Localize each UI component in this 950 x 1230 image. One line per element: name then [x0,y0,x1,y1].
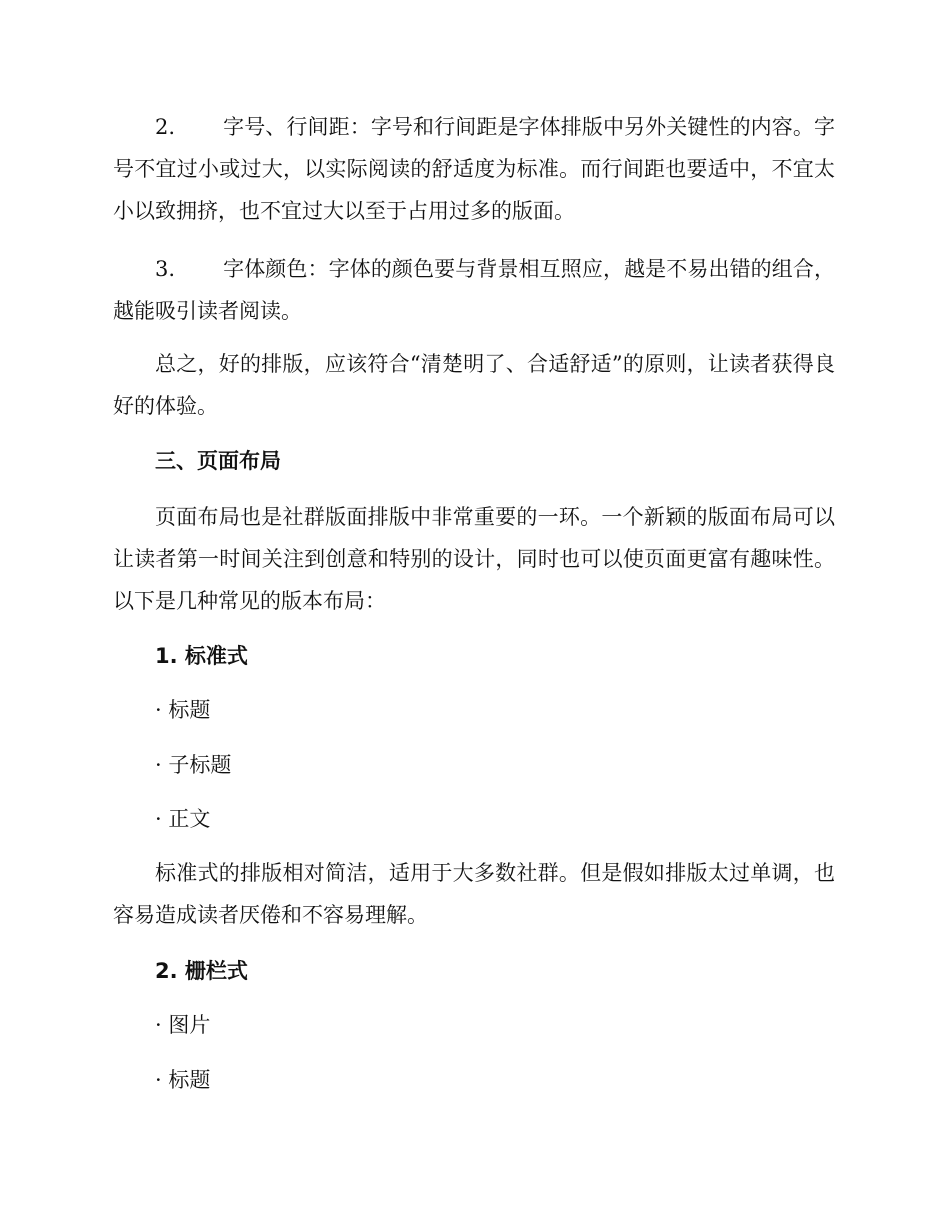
summary-paragraph: 总之，好的排版，应该符合“清楚明了、合适舒适”的原则，让读者获得良好的体验。 [113,352,835,418]
item-text: 字号、行间距：字号和行间距是字体排版中另外关键性的内容。字号不宜过小或过大，以实际阅读的舒适度为标准。而行间距也要适中，不宜太小以致拥挤，也不宜过大以至于占用过多的版面。 [113,115,835,223]
bullet-item: · 子标题 [155,753,232,777]
layout-heading-grid: 2. 栅栏式 [155,959,248,983]
bullet-item: · 图片 [155,1013,211,1037]
numbered-item-2 [113,106,835,232]
numbered-item-3 [113,248,835,332]
standard-description-paragraph: 标准式的排版相对简洁，适用于大多数社群。但是假如排版太过单调，也容易造成读者厌倦和不容易理解。 [113,861,835,927]
bullet-item: · 标题 [155,698,211,722]
item-number: 3. [155,257,176,281]
section-intro-paragraph: 页面布局也是社群版面排版中非常重要的一环。一个新颖的版面布局可以让读者第一时间关注到创意和特别的设计，同时也可以使页面更富有趣味性。以下是几种常见的版本布局： [113,505,835,613]
section-heading: 三、页面布局 [155,449,281,473]
bullet-item: · 标题 [155,1068,211,1092]
layout-heading-standard: 1. 标准式 [155,644,248,668]
item-number: 2. [155,115,176,139]
bullet-item: · 正文 [155,807,211,831]
item-text: 字体颜色：字体的颜色要与背景相互照应，越是不易出错的组合，越能吸引读者阅读。 [113,257,835,323]
